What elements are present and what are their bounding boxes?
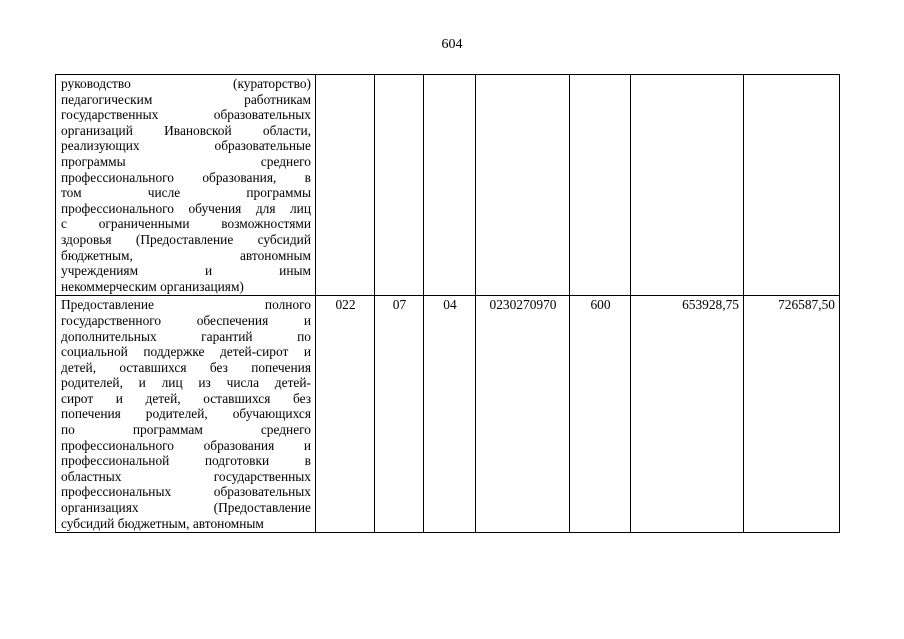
expense-type-cell: [570, 75, 631, 296]
subsection-code-cell: [424, 75, 476, 296]
description-line: попечения родителей, обучающихся: [61, 406, 311, 422]
description-line: областных государственных: [61, 468, 311, 484]
description-line: с ограниченными возможностями: [61, 216, 311, 232]
table-body: [56, 75, 840, 533]
amount-year-1-cell: [631, 75, 744, 296]
table-row: [56, 296, 840, 533]
subsection-code-cell: 04: [424, 296, 476, 533]
description-line: по программам среднего: [61, 422, 311, 438]
amount-year-2-cell: 726587,50: [744, 296, 840, 533]
target-article-cell: 0230270970: [476, 296, 570, 533]
expense-type-cell: 600: [570, 296, 631, 533]
description-line: некоммерческим организациям): [61, 278, 244, 294]
description-line: бюджетным, автономным: [61, 247, 311, 263]
budget-table: [55, 74, 840, 533]
description-line: родителей, и лиц из числа детей-: [61, 375, 311, 391]
table-row: [56, 75, 840, 296]
description-line: профессионального обучения для лиц: [61, 200, 311, 216]
page-number: 604: [441, 37, 463, 52]
description-cell: [56, 296, 316, 533]
description-line: дополнительных гарантий по: [61, 328, 311, 344]
amount-year-2-cell: [744, 75, 840, 296]
description-line: государственного обеспечения и: [61, 312, 311, 328]
section-code-cell: 07: [375, 296, 424, 533]
description-line: педагогическим работникам: [61, 91, 311, 107]
description-line: государственных образовательных: [61, 107, 311, 123]
description-line: программы среднего: [61, 153, 311, 169]
description-line: руководство (кураторство): [61, 76, 311, 91]
description-line: организаций Ивановской области,: [61, 122, 311, 138]
ministry-code-cell: [316, 75, 375, 296]
description-line: профессионального образования, в: [61, 169, 311, 185]
description-line: профессиональной подготовки в: [61, 453, 311, 469]
description-line: учреждениям и иным: [61, 263, 311, 279]
description-line: субсидий бюджетным, автономным: [61, 515, 264, 531]
target-article-cell: [476, 75, 570, 296]
section-code-cell: [375, 75, 424, 296]
description-line: профессионального образования и: [61, 437, 311, 453]
description-line: организациях (Предоставление: [61, 500, 311, 516]
description-line: сирот и детей, оставшихся без: [61, 390, 311, 406]
description-line: здоровья (Предоставление субсидий: [61, 231, 311, 247]
amount-year-1-cell: 653928,75: [631, 296, 744, 533]
description-line: том числе программы: [61, 185, 311, 201]
description-line: профессиональных образовательных: [61, 484, 311, 500]
description-line: детей, оставшихся без попечения: [61, 359, 311, 375]
description-cell: [56, 75, 316, 296]
description-line: социальной поддержке детей-сирот и: [61, 344, 311, 360]
description-line: Предоставление полного: [61, 297, 311, 313]
description-line: реализующих образовательные: [61, 138, 311, 154]
ministry-code-cell: 022: [316, 296, 375, 533]
